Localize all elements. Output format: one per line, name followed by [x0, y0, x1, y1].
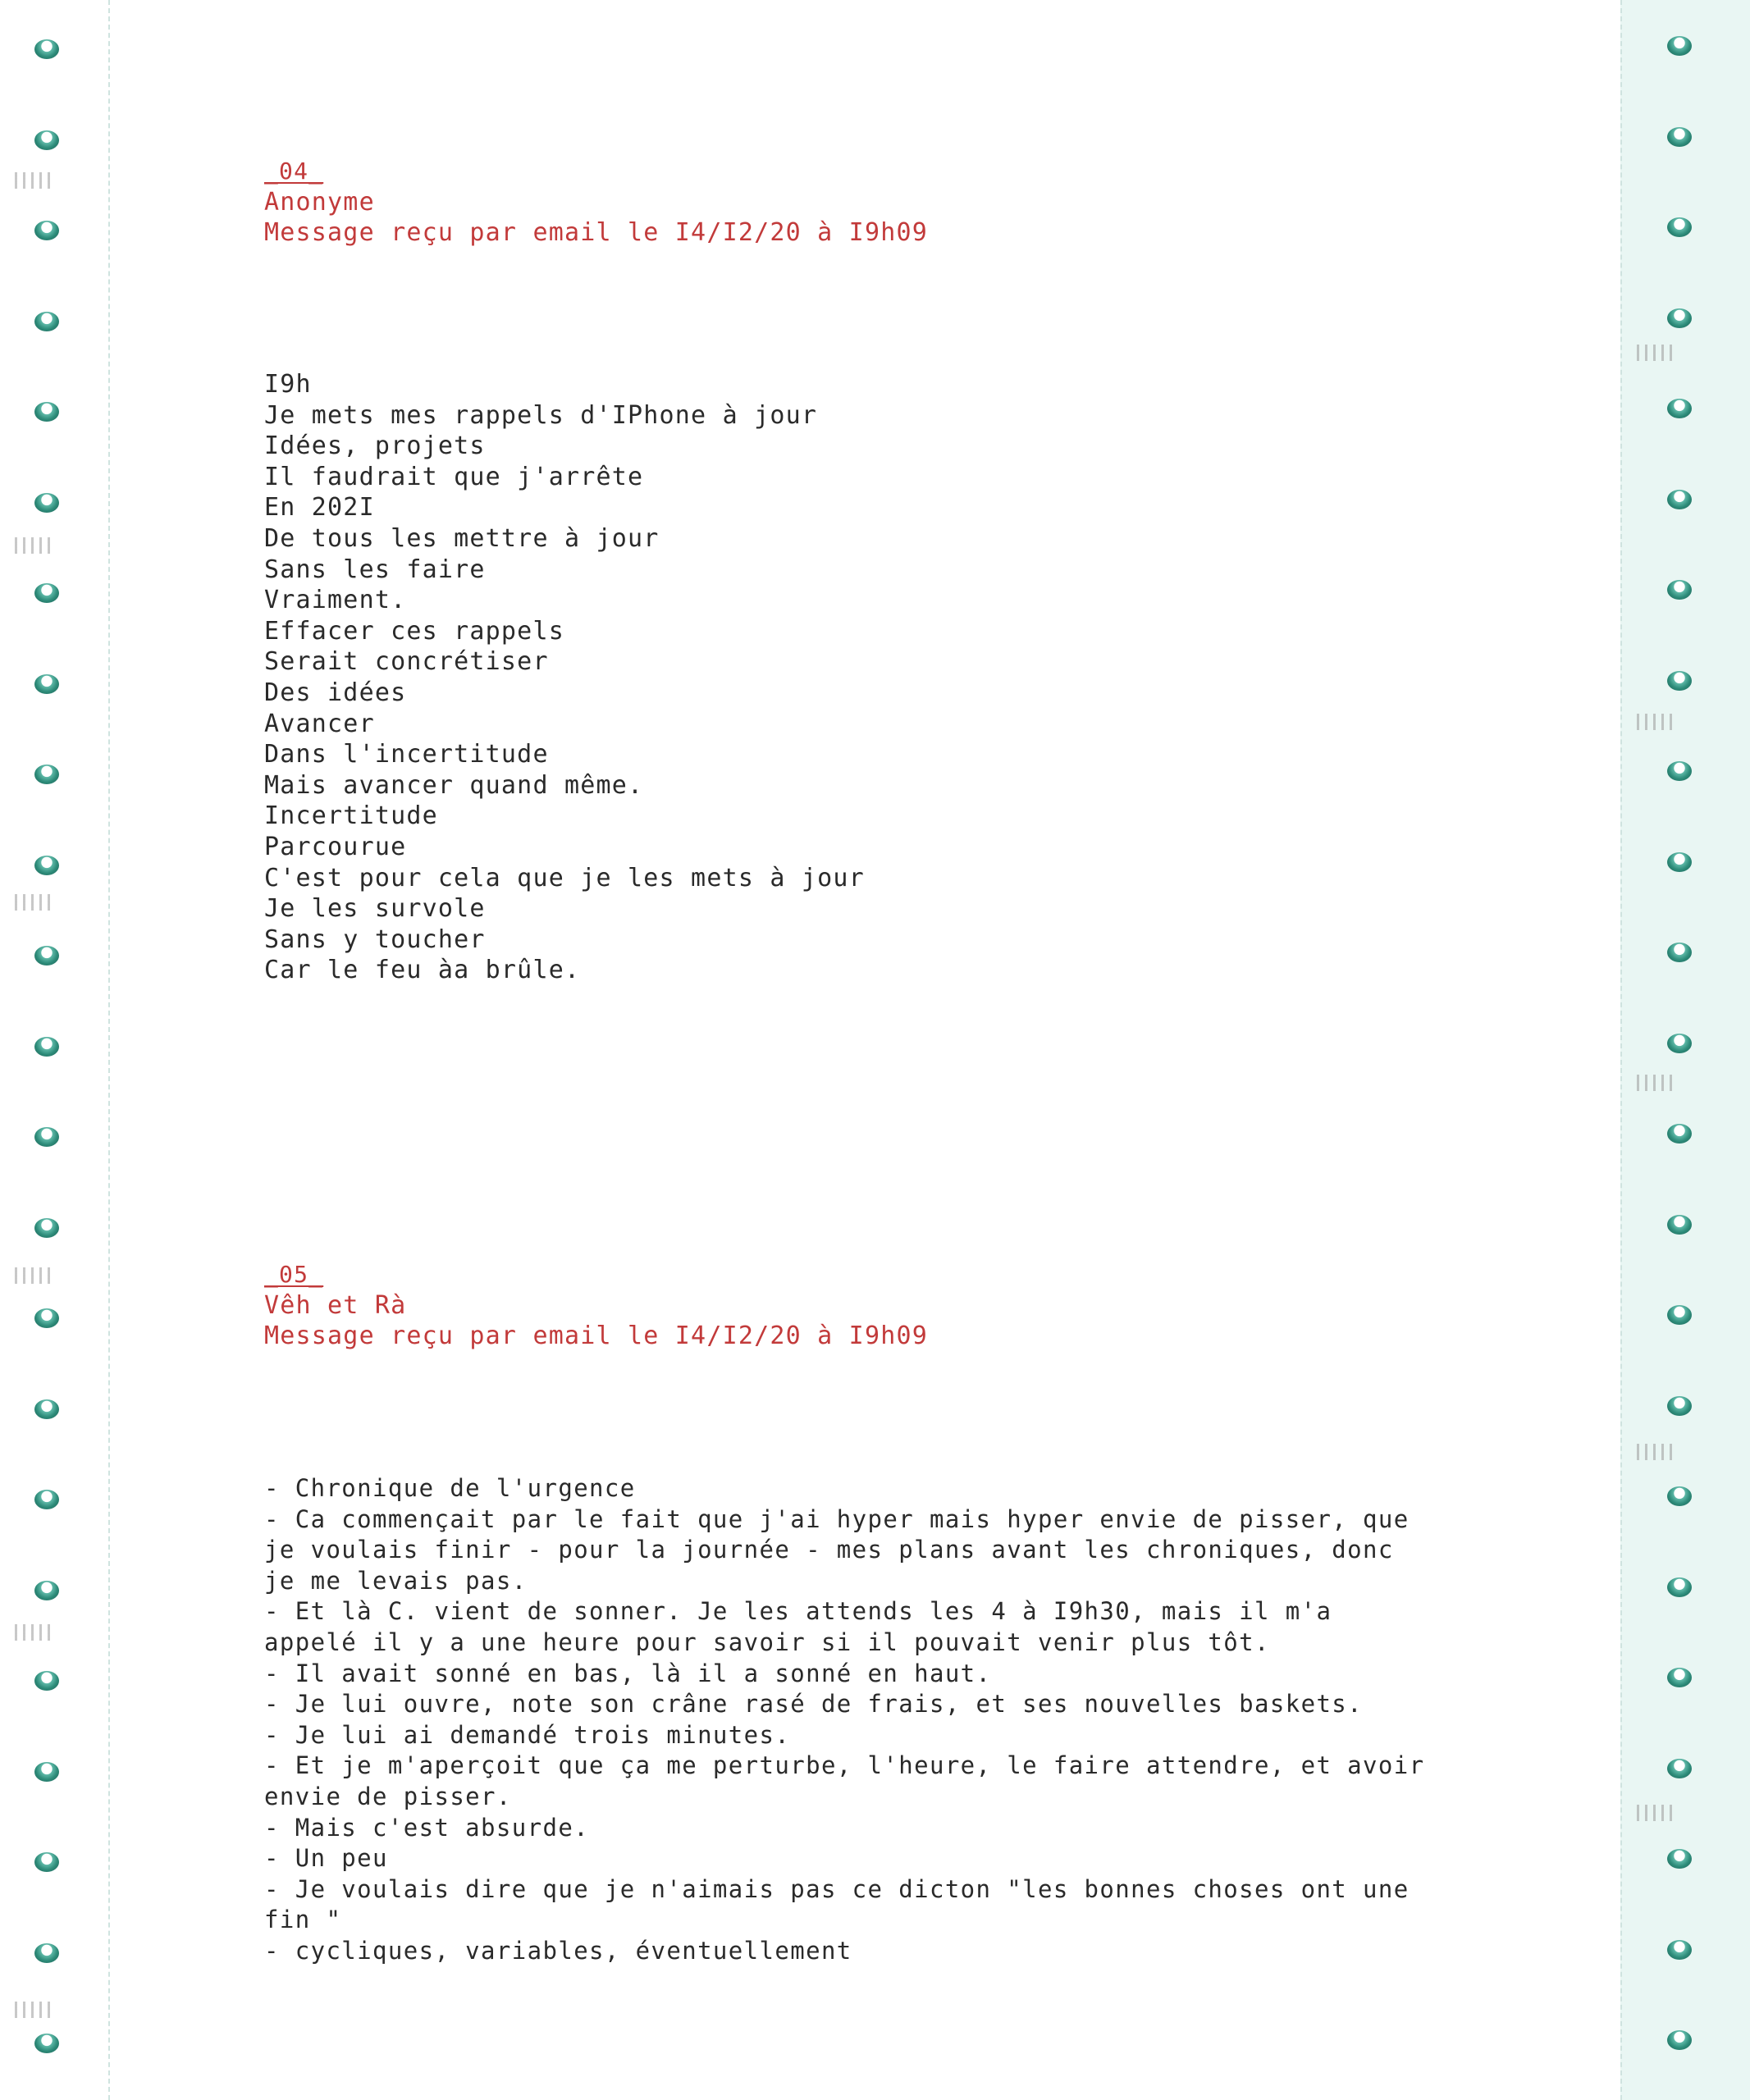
sprocket-hole: [1667, 761, 1692, 781]
sprocket-hole: [34, 765, 59, 784]
sprocket-hole: [1667, 308, 1692, 328]
poem-line: I9h: [264, 370, 312, 399]
sprocket-hole: [34, 1218, 59, 1238]
sprocket-hole: [34, 1127, 59, 1147]
sprocket-hole: [34, 674, 59, 694]
chronicle-paragraph: - Je lui ai demandé trois minutes.: [264, 1720, 791, 1749]
poem-line: Il faudrait que j'arrête: [264, 462, 644, 491]
sprocket-hole: [1667, 1124, 1692, 1144]
entry-author: Anonyme: [264, 187, 375, 217]
sprocket-hole: [34, 130, 59, 150]
chronicle-paragraph: - Ca commençait par le fait que j'ai hyper mais hyper envie de pisser, que je voulais finir - pour la journée - mes plans avant les chroniques, donc je me levais pas.: [264, 1504, 1410, 1595]
fold-tick: [15, 1624, 56, 1641]
sprocket-hole: [1667, 1577, 1692, 1597]
sprocket-hole: [34, 1308, 59, 1328]
chronicle-paragraph: - Il avait sonné en bas, là il a sonné en haut.: [264, 1659, 992, 1687]
sprocket-hole: [1667, 399, 1692, 418]
fold-tick: [1637, 1444, 1678, 1460]
poem-line: Vraiment.: [264, 586, 407, 615]
poem-line: Je mets mes rappels d'IPhone à jour: [264, 400, 818, 430]
poem-line: De tous les mettre à jour: [264, 523, 660, 553]
sprocket-hole: [1667, 1305, 1692, 1325]
chronicle-paragraph: - cycliques, variables, éventuellement: [264, 1936, 852, 1965]
left-perforation-line: [108, 0, 110, 2100]
poem-line: Mais avancer quand même.: [264, 770, 644, 800]
sprocket-hole: [1667, 580, 1692, 600]
fold-tick: [1637, 345, 1678, 361]
chronicle-paragraph: - Mais c'est absurde.: [264, 1813, 590, 1842]
poem-line: En 202I: [264, 493, 375, 523]
entry-05-chronicle: [264, 1473, 1437, 1967]
sprocket-hole: [1667, 2030, 1692, 2050]
sprocket-hole: [34, 1852, 59, 1872]
fold-tick: [15, 537, 56, 554]
sprocket-hole: [34, 402, 59, 422]
poem-line: C'est pour cela que je les mets à jour: [264, 863, 865, 892]
entry-04-poem: [264, 369, 865, 986]
fold-tick: [15, 2002, 56, 2018]
entry-author: Vêh et Rà: [264, 1290, 407, 1320]
sprocket-hole: [1667, 1940, 1692, 1960]
poem-line: Sans y toucher: [264, 924, 486, 954]
sprocket-hole: [34, 39, 59, 59]
sprocket-hole: [1667, 1668, 1692, 1687]
sprocket-hole: [34, 312, 59, 331]
entry-04: [264, 156, 928, 249]
sprocket-hole: [34, 1762, 59, 1782]
poem-line: Effacer ces rappels: [264, 616, 564, 646]
sprocket-hole: [1667, 1396, 1692, 1416]
fold-tick: [1637, 714, 1678, 730]
fold-tick: [15, 1267, 56, 1284]
fold-tick: [1637, 1075, 1678, 1091]
sprocket-hole: [34, 856, 59, 875]
chronicle-paragraph: - Et je m'aperçoit que ça me perturbe, l'heure, le faire attendre, et avoir envie de pisser.: [264, 1751, 1425, 1810]
fold-tick: [15, 894, 56, 911]
sprocket-hole: [34, 1943, 59, 1963]
poem-line: Sans les faire: [264, 555, 486, 584]
poem-line: Parcourue: [264, 832, 407, 861]
sprocket-hole: [34, 493, 59, 513]
right-perforation-line: [1620, 0, 1622, 2100]
poem-line: Idées, projets: [264, 431, 486, 461]
chronicle-paragraph: - Et là C. vient de sonner. Je les attends les 4 à I9h30, mais il m'a appelé il y a une heure pour savoir si il pouvait venir plus tôt.: [264, 1597, 1332, 1656]
sprocket-hole: [1667, 943, 1692, 962]
sprocket-hole: [1667, 1215, 1692, 1235]
poem-line: Car le feu àa brûle.: [264, 956, 581, 985]
sprocket-hole: [34, 1671, 59, 1691]
sprocket-hole: [34, 583, 59, 603]
poem-line: Des idées: [264, 678, 407, 707]
entry-received: Message reçu par email le I4/I2/20 à I9h09: [264, 1322, 928, 1351]
sprocket-hole: [34, 1037, 59, 1057]
sprocket-hole: [34, 946, 59, 966]
sprocket-hole: [1667, 36, 1692, 56]
poem-line: Avancer: [264, 709, 375, 738]
chronicle-paragraph: - Je lui ouvre, note son crâne rasé de frais, et ses nouvelles baskets.: [264, 1690, 1364, 1719]
sprocket-hole: [1667, 852, 1692, 872]
poem-line: Dans l'incertitude: [264, 740, 549, 769]
sprocket-hole: [1667, 490, 1692, 509]
sprocket-hole: [1667, 1849, 1692, 1869]
chronicle-paragraph: - Un peu: [264, 1844, 388, 1873]
entry-number: _04_: [264, 158, 324, 185]
poem-line: Serait concrétiser: [264, 647, 549, 677]
sprocket-hole: [34, 2034, 59, 2053]
poem-line: Je les survole: [264, 894, 486, 924]
fold-tick: [1637, 1805, 1678, 1821]
chronicle-paragraph: - Je voulais dire que je n'aimais pas ce dicton "les bonnes choses ont une fin ": [264, 1874, 1410, 1934]
chronicle-paragraph: - Chronique de l'urgence: [264, 1474, 636, 1502]
entry-number: _05_: [264, 1261, 324, 1288]
sprocket-hole: [1667, 1486, 1692, 1506]
sprocket-hole: [1667, 217, 1692, 237]
sprocket-hole: [1667, 671, 1692, 691]
sprocket-hole: [1667, 1759, 1692, 1778]
entry-05: [264, 1259, 928, 1352]
fold-tick: [15, 172, 56, 189]
poem-line: Incertitude: [264, 801, 438, 831]
entry-received: Message reçu par email le I4/I2/20 à I9h09: [264, 218, 928, 248]
sprocket-hole: [34, 1399, 59, 1419]
sprocket-hole: [34, 1581, 59, 1600]
sprocket-hole: [1667, 127, 1692, 147]
sprocket-hole: [34, 1490, 59, 1509]
sprocket-hole: [34, 221, 59, 240]
sprocket-hole: [1667, 1034, 1692, 1053]
